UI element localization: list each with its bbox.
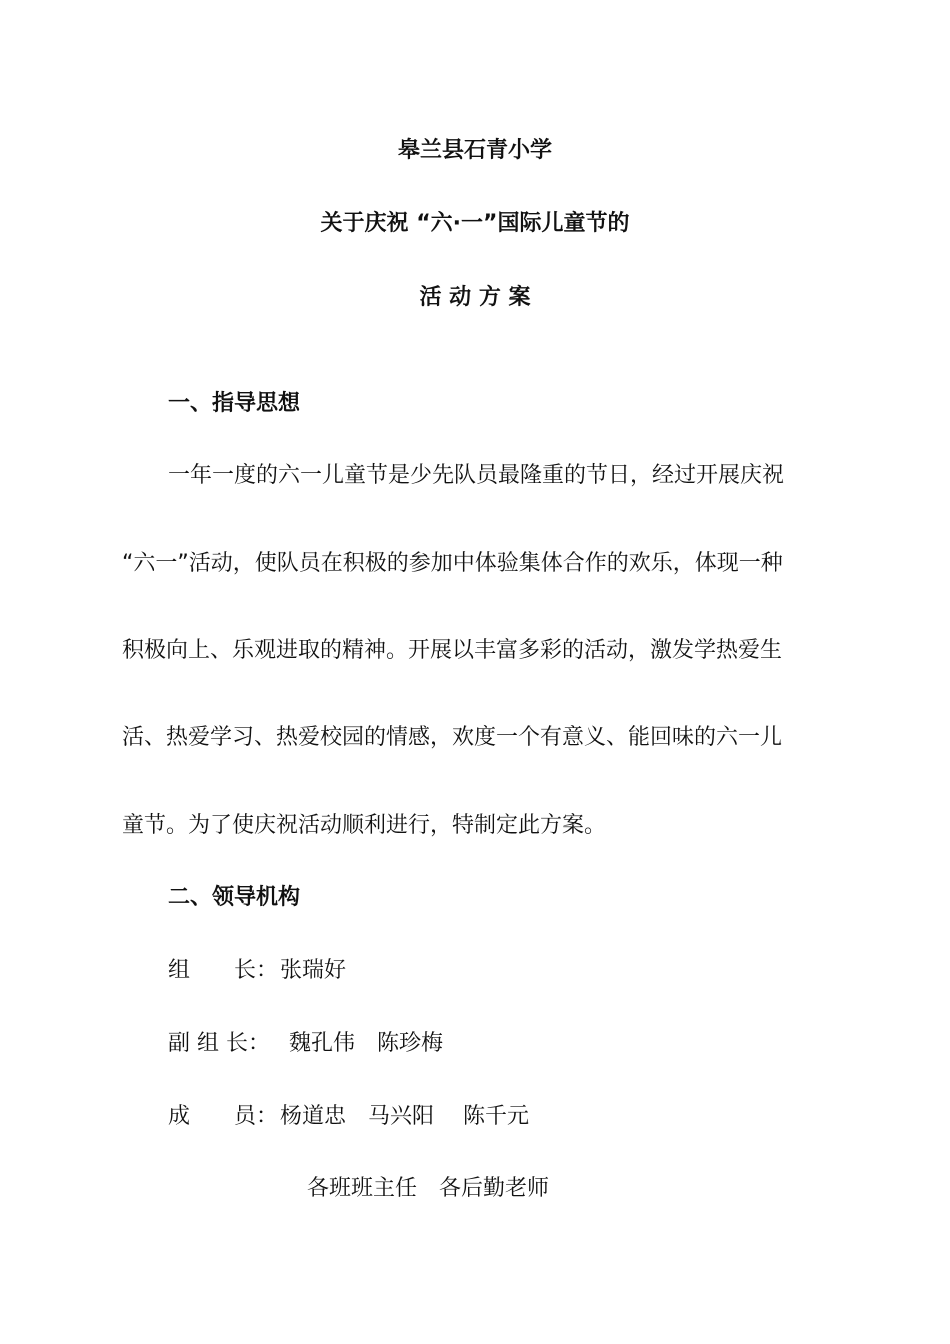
paragraph-line: 积极向上、乐观进取的精神。开展以丰富多彩的活动，激发学热爱生 — [122, 638, 783, 663]
school-title: 皋兰县石青小学 — [397, 138, 552, 163]
deputy-label: 副 组 长： — [168, 1031, 270, 1056]
deputy-value: 魏孔伟 陈珍梅 — [289, 1031, 444, 1056]
paragraph-line: 活、热爱学习、热爱校园的情感，欢度一个有意义、能回味的六一儿 — [122, 725, 783, 750]
leader-value: 张瑞好 — [280, 958, 347, 983]
members-value-continued: 各班班主任 各后勤老师 — [307, 1176, 550, 1201]
paragraph-line: 一年一度的六一儿童节是少先队员最隆重的节日，经过开展庆祝 — [168, 463, 785, 488]
paragraph-line: 童节。为了使庆祝活动顺利进行，特制定此方案。 — [122, 813, 607, 838]
section2-heading: 二、领导机构 — [168, 885, 301, 910]
members-value: 杨道忠 马兴阳 陈千元 — [280, 1104, 529, 1129]
plan-title: 活 动 方 案 — [419, 285, 531, 310]
section1-heading: 一、指导思想 — [168, 391, 301, 416]
leader-label: 组 长： — [168, 958, 279, 983]
paragraph-line: “六一”活动，使队员在积极的参加中体验集体合作的欢乐，体现一种 — [122, 551, 783, 576]
subject-title: 关于庆祝 “六·一”国际儿童节的 — [320, 211, 630, 236]
members-label: 成 员： — [168, 1104, 279, 1129]
